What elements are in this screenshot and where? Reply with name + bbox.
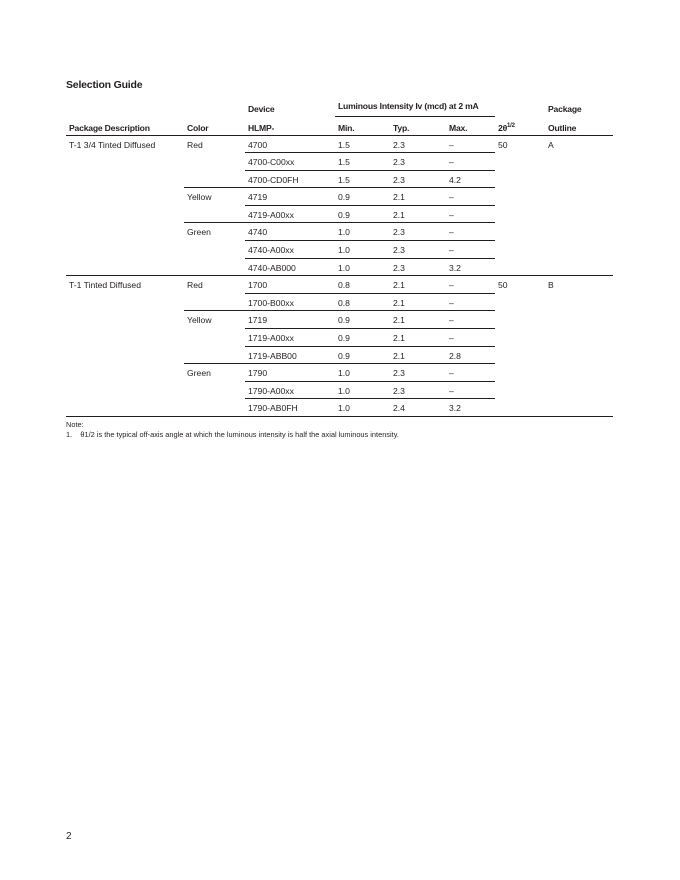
package-outline-cell: A [545, 135, 613, 276]
color-cell: Red [184, 135, 245, 188]
color-cell: Yellow [184, 188, 245, 223]
device-cell: 1719-ABB00 [245, 346, 335, 364]
color-header: Color [184, 116, 245, 135]
package-description-header: Package Description [66, 116, 184, 135]
typ-cell: 2.1 [390, 329, 446, 347]
min-header: Min. [335, 116, 390, 135]
max-cell: – [446, 276, 495, 294]
max-cell: 2.8 [446, 346, 495, 364]
min-cell: 1.0 [335, 223, 390, 241]
min-cell: 1.0 [335, 364, 390, 382]
max-cell: – [446, 205, 495, 223]
max-cell: – [446, 311, 495, 329]
color-cell: Red [184, 276, 245, 311]
typ-cell: 2.3 [390, 258, 446, 276]
min-cell: 0.8 [335, 293, 390, 311]
typ-cell: 2.1 [390, 188, 446, 206]
typ-cell: 2.3 [390, 135, 446, 153]
table-row [66, 276, 613, 294]
min-cell: 0.9 [335, 346, 390, 364]
device-header-line2: HLMP- [245, 116, 335, 135]
typ-header: Typ. [390, 116, 446, 135]
device-cell: 1700 [245, 276, 335, 294]
footnote [66, 430, 399, 440]
footnote-number: 1. [66, 430, 73, 439]
typ-cell: 2.4 [390, 399, 446, 417]
section-title: Selection Guide [66, 79, 143, 91]
page-number: 2 [66, 831, 72, 842]
viewing-angle-cell: 50 [495, 135, 545, 276]
package-outline-cell: B [545, 276, 613, 417]
typ-cell: 2.3 [390, 241, 446, 259]
selection-guide-table [66, 97, 613, 417]
device-cell: 4700-CD0FH [245, 170, 335, 188]
typ-cell: 2.3 [390, 364, 446, 382]
color-cell: Green [184, 364, 245, 417]
typ-cell: 2.1 [390, 346, 446, 364]
typ-cell: 2.1 [390, 205, 446, 223]
package-description-cell: T-1 Tinted Diffused [66, 276, 184, 417]
min-cell: 0.9 [335, 205, 390, 223]
device-cell: 1719 [245, 311, 335, 329]
max-cell: – [446, 293, 495, 311]
max-cell: – [446, 135, 495, 153]
typ-cell: 2.1 [390, 276, 446, 294]
max-cell: – [446, 223, 495, 241]
min-cell: 1.0 [335, 399, 390, 417]
package-header-line1: Package [548, 104, 582, 114]
package-description-cell: T-1 3/4 Tinted Diffused [66, 135, 184, 276]
min-cell: 1.0 [335, 241, 390, 259]
device-cell: 4700-C00xx [245, 153, 335, 171]
typ-cell: 2.3 [390, 170, 446, 188]
min-cell: 1.5 [335, 135, 390, 153]
min-cell: 0.9 [335, 329, 390, 347]
max-cell: – [446, 364, 495, 382]
max-cell: – [446, 188, 495, 206]
device-cell: 4740-AB000 [245, 258, 335, 276]
header-row-2 [66, 116, 613, 135]
max-cell: – [446, 381, 495, 399]
typ-cell: 2.3 [390, 381, 446, 399]
device-cell: 1790-AB0FH [245, 399, 335, 417]
color-cell: Green [184, 223, 245, 276]
viewing-angle-header: $2\theta^{1/2}$ [495, 116, 545, 135]
typ-cell: 2.3 [390, 223, 446, 241]
note-label: Note: [66, 420, 84, 429]
max-cell: – [446, 329, 495, 347]
min-cell: 0.9 [335, 311, 390, 329]
max-cell: 4.2 [446, 170, 495, 188]
header-row-1 [66, 97, 613, 116]
max-header: Max. [446, 116, 495, 135]
device-cell: 1790 [245, 364, 335, 382]
typ-cell: 2.3 [390, 153, 446, 171]
max-cell: – [446, 153, 495, 171]
luminous-intensity-header: Luminous Intensity Iv (mcd) at 2 mA [338, 101, 479, 112]
max-cell: 3.2 [446, 258, 495, 276]
min-cell: 1.5 [335, 153, 390, 171]
device-cell: 4700 [245, 135, 335, 153]
min-cell: 1.5 [335, 170, 390, 188]
device-cell: 1719-A00xx [245, 329, 335, 347]
min-cell: 1.0 [335, 258, 390, 276]
max-cell: 3.2 [446, 399, 495, 417]
min-cell: 0.9 [335, 188, 390, 206]
typ-cell: 2.1 [390, 311, 446, 329]
device-header-line1: Device [248, 104, 275, 114]
device-cell: 4719-A00xx [245, 205, 335, 223]
max-cell: – [446, 241, 495, 259]
footnote-text: θ1/2 is the typical off-axis angle at which the luminous intensity is half the axial luminous intensity. [80, 430, 399, 439]
min-cell: 1.0 [335, 381, 390, 399]
note [66, 420, 399, 440]
device-cell: 4740 [245, 223, 335, 241]
device-cell: 1700-B00xx [245, 293, 335, 311]
min-cell: 0.8 [335, 276, 390, 294]
device-cell: 1790-A00xx [245, 381, 335, 399]
typ-cell: 2.1 [390, 293, 446, 311]
color-cell: Yellow [184, 311, 245, 364]
device-cell: 4719 [245, 188, 335, 206]
table-row [66, 135, 613, 153]
device-cell: 4740-A00xx [245, 241, 335, 259]
package-header-line2: Outline [545, 116, 613, 135]
viewing-angle-cell: 50 [495, 276, 545, 417]
